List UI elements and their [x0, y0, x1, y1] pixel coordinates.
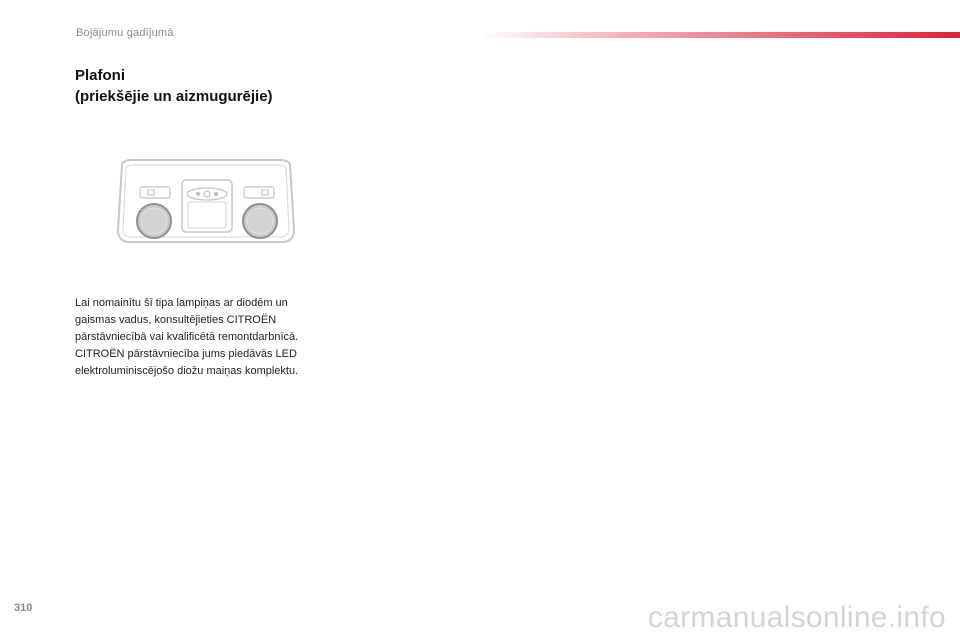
- header-accent-bar: [478, 32, 960, 38]
- page-number: 310: [14, 602, 33, 614]
- body-line: elektroluminiscējošo diožu maiņas komplektu.: [75, 365, 299, 377]
- section-title-line2: (priekšējie un aizmugurējie): [75, 88, 273, 105]
- watermark: carmanualsonline.info: [647, 601, 946, 634]
- section-title: [75, 65, 273, 107]
- body-line: gaismas vadus, konsultējieties CITROËN: [75, 314, 277, 326]
- body-line: CITROËN pārstāvniecība jums piedāvās LED: [75, 348, 297, 360]
- body-paragraph: [75, 295, 345, 380]
- body-line: pārstāvniecībā vai kvalificētā remontdarbnīcā.: [75, 331, 299, 343]
- section-header: Bojājumu gadījumā: [76, 27, 174, 39]
- section-title-line1: Plafoni: [75, 67, 126, 84]
- ceiling-lights-icon: [112, 152, 300, 252]
- body-line: Lai nomainītu šī tipa lampiņas ar diodēm un: [75, 297, 288, 309]
